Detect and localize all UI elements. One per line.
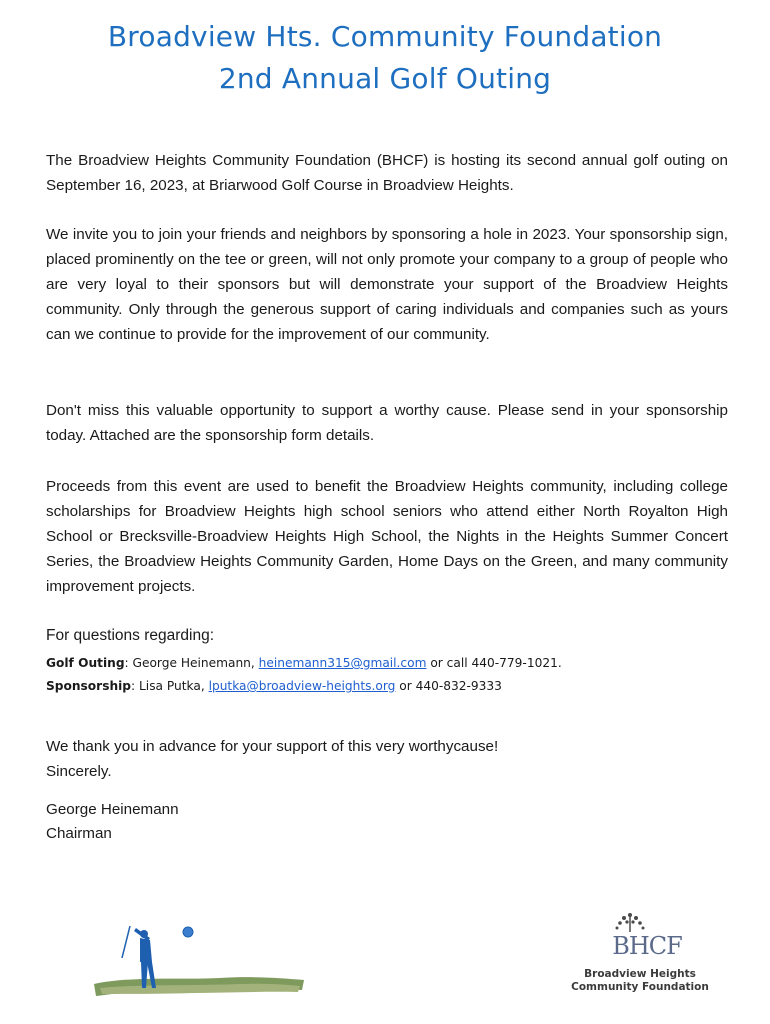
logo-letters: BHCF (612, 932, 682, 960)
golfer-illustration (90, 918, 310, 1002)
title-line-2: 2nd Annual Golf Outing (218, 62, 552, 95)
golfer-figure (122, 926, 156, 988)
document-title (0, 16, 770, 100)
golf-outing-contact (46, 654, 562, 672)
golf-outing-contact-name: : George Heinemann, (124, 656, 259, 670)
intro-paragraph: The Broadview Heights Community Foundation (BHCF) is hosting its second annual golf outing on September 16, 2023, at Briarwood Golf Course in Broadview Heights. (46, 152, 728, 194)
golf-outing-label: Golf Outing (46, 656, 125, 670)
golf-ball-icon (183, 927, 193, 937)
signer-role: Chairman (46, 825, 112, 842)
logo-line-2: Community Foundation (571, 981, 709, 993)
sponsorship-phone: or 440-832-9333 (395, 679, 502, 693)
sincerely-line: Sincerely. (46, 763, 112, 780)
call-to-action-paragraph: Don't miss this valuable opportunity to support a worthy cause. Please send in your sponsorship today. Attached are the sponsorship form details. (46, 402, 728, 444)
tree-icon (616, 913, 645, 932)
title-line-1: Broadview Hts. Community Foundation (107, 20, 663, 53)
signer-name: George Heinemann (46, 801, 179, 818)
sponsorship-contact-name: : Lisa Putka, (131, 679, 209, 693)
thank-you-line: We thank you in advance for your support of this very worthycause! (46, 738, 499, 755)
sponsorship-email-link[interactable]: lputka@broadview-heights.org (208, 679, 396, 693)
sponsorship-label: Sponsorship (46, 679, 132, 693)
golf-outing-phone: or call 440-779-1021. (426, 656, 562, 670)
golf-outing-email-link[interactable]: heinemann315@gmail.com (258, 656, 427, 670)
proceeds-paragraph: Proceeds from this event are used to benefit the Broadview Heights community, including college scholarships for Broadview Heights high school seniors who attend either North Royalton High School or Brecksville-Broadview Heights High School, the Nights in the Heights Summer Concert Series, the Broadview Heights Community Garden, Home Days on the Green, and many community improvement projects. (46, 478, 728, 595)
logo-line-1: Broadview Heights (584, 968, 696, 980)
invitation-paragraph: We invite you to join your friends and neighbors by sponsoring a hole in 2023. Your sponsorship sign, placed prominently on the tee or green, will not only promote your company to a group of people who are very loyal to their sponsors but will demonstrate your support of the Broadview Heights community. Only through the generous support of caring individuals and companies such as yours can we continue to provide for the improvement of our community. (46, 226, 728, 343)
questions-label: For questions regarding: (46, 627, 215, 644)
sponsorship-contact (46, 677, 502, 695)
